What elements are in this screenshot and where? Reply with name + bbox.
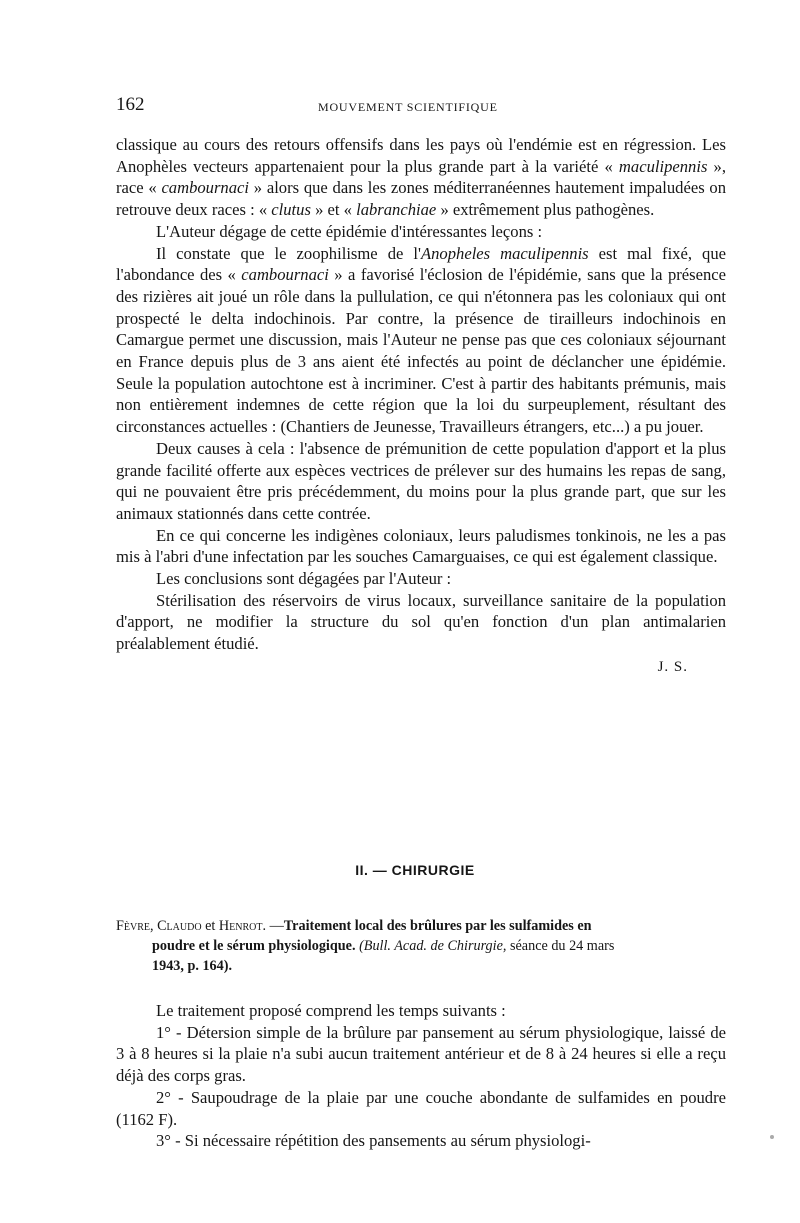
treatment-step-3: 3° - Si nécessaire répétition des pansements au sérum physiologi- xyxy=(156,1131,591,1151)
paragraph-1: classique au cours des retours offensifs dans les pays où l'endémie est en régression. Les Anophèles vecteurs appartenaient pour la plus grande part à la variété « maculipennis », race « cambournaci » alors que dans les zones méditerranéennes hautement impaludées on retrouve deux races : « clutus » et « labranchiae » extrêmement plus pathogènes. xyxy=(116,135,727,220)
article-body xyxy=(116,134,726,679)
paragraph-4: Deux causes à cela : l'absence de prémunition de cette population d'apport et la plus grande facilité offerte aux espèces vectrices de prélever sur des humains les repas de sang, qui ne pouvaient être pris précédemment, du moins pour la plus grande part, que sur les animaux stationnés dans cette contrée. xyxy=(116,438,726,523)
reference-line-3 xyxy=(116,956,728,976)
paragraph-5: En ce qui concerne les indigènes coloniaux, leurs paludismes tonkinois, ne les a pas mis à l'abri d'une infectation par les souches Camarguaises, ce qui est également classique. xyxy=(116,525,726,567)
paragraph-3: Il constate que le zoophilisme de l'Anopheles maculipennis est mal fixé, que l'abondance des « cambournaci » a favorisé l'éclosion de l'épidémie, sans que la présence des rizières ait joué un rôle dans la pullulation, ce qui n'étonnera pas les coloniaux qui ont prospecté le delta indochinois. Par contre, la présence de tirailleurs indochinois en Camargue permet une discussion, mais l'Auteur ne pense pas que ces coloniaux séjournant en France depuis plus de 3 ans aient été infectés au point de déclancher une épidémie. Seule la population autochtone est à incriminer. C'est à partir des habitants prémunis, mais non entièrement indemnes de cette région que la loi du surpeuplement, résultant des circonstances actuelles : (Chantiers de Jeunesse, Travailleurs étrangers, etc...) a pu jouer. xyxy=(116,243,726,437)
treatment-intro: Le traitement proposé comprend les temps suivants : xyxy=(156,1001,506,1020)
section-title: II. — CHIRURGIE xyxy=(355,862,475,878)
page-number: 162 xyxy=(116,94,145,115)
reference-title: Traitement local des brûlures par les sulfamides en xyxy=(283,918,592,934)
signature: J. S. xyxy=(657,658,688,675)
treatment-step-2: 2° - Saupoudrage de la plaie par une couche abondante de sulfamides en poudre (1162 F). xyxy=(116,1087,726,1129)
paragraph-7: Stérilisation des réservoirs de virus locaux, surveillance sanitaire de la population d'apport, ne modifier la structure du sol qu'en fonction d'un plan antimalarien préalablement étudié. xyxy=(116,590,726,654)
reference-line-1: Fèvre, Claudo et Henrot. —Traitement local des brûlures par les sulfamides en xyxy=(116,918,592,934)
page-header xyxy=(0,94,800,118)
surgery-body xyxy=(116,1000,726,1152)
reference-source: (Bull. Acad. de Chirurgie, xyxy=(359,938,507,954)
reference-line-2: poudre et le sérum physiologique. (Bull. Acad. de Chirurgie, séance du 24 mars xyxy=(152,938,615,954)
reference-author-2: Henrot. xyxy=(218,918,267,934)
scan-speck xyxy=(770,1135,774,1139)
bibliographic-reference xyxy=(116,916,728,976)
running-title: MOUVEMENT SCIENTIFIQUE xyxy=(318,100,498,114)
treatment-step-1: 1° - Détersion simple de la brûlure par pansement au sérum physiologique, laissé de 3 à 8 heures si la plaie n'a subi aucun traitement antérieur et de 8 à 24 heures si elle a reçu déjà des corps gras. xyxy=(116,1022,726,1086)
reference-author-1: Fèvre, Claudo xyxy=(116,918,202,934)
paragraph-2: L'Auteur dégage de cette épidémie d'intéressantes leçons : xyxy=(156,221,543,241)
reference-year-page: 1943, p. 164). xyxy=(152,958,233,974)
paragraph-6: Les conclusions sont dégagées par l'Auteur : xyxy=(156,569,452,589)
